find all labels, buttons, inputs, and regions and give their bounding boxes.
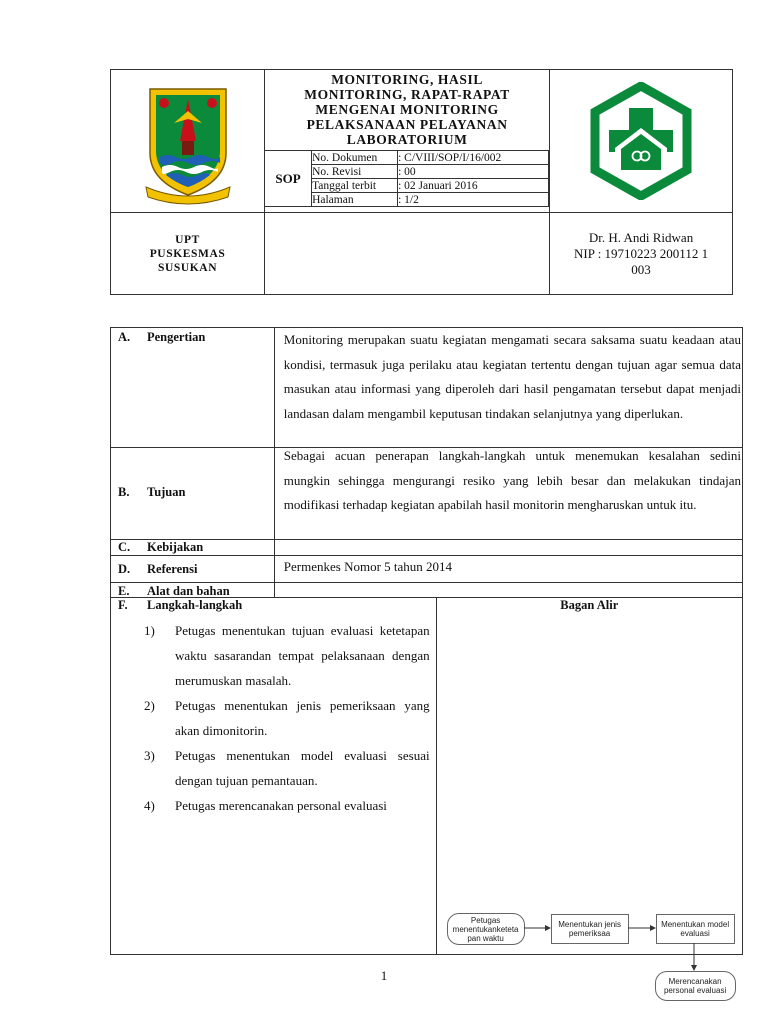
section-c-heading: C. Kebijakan [111, 540, 275, 556]
section-e-heading: E. Alat dan bahan [111, 583, 275, 598]
steps-cell: F. Langkah-langkah 1) Petugas menentukan tujuan evaluasi ketetapan waktu sasarandan tempat pelaksanaan dengan merumuskan masalah. 2) Petugas menentukan jenis pemeriksaan yang akan dimonitorin. 3) Petugas menentukan model evaluasi sesuai dengan tujuan pemantauan. 4) Petugas merencanakan personal evaluasi [111, 598, 437, 955]
section-b-text: Sebagai acuan penerapan langkah-langkah untuk menemukan kesalahan sedini mungkin sehingga mengurangi resiko yang lebih besar dan melakukan tindajan modifikasi terhadap kegiatan apabilah hasil monitorin mengharuskan untuk itu. [274, 448, 742, 540]
flow-arrows [437, 598, 744, 1018]
blank-signature-area [265, 213, 550, 295]
flow-node-4: Merencanakan personal evaluasi [655, 971, 736, 1001]
document-title: MONITORING, HASIL MONITORING, RAPAT-RAPAT MENGENAI MONITORING PELAKSANAAN PELAYANAN LABORATORIUM [304, 72, 510, 147]
list-item: 3) Petugas menentukan model evaluasi sesuai dengan tujuan pemantauan. [144, 748, 430, 788]
list-item: 2) Petugas menentukan jenis pemeriksaan yang akan dimonitorin. [144, 698, 430, 738]
section-d-row [111, 556, 743, 583]
puskesmas-logo-icon [589, 82, 693, 200]
flow-node-2: Menentukan jenis pemeriksaa [551, 914, 629, 944]
list-item: 1) Petugas menentukan tujuan evaluasi ketetapan waktu sasarandan tempat pelaksanaan dengan merumuskan masalah. [144, 623, 430, 688]
flowchart [437, 598, 744, 995]
section-a-text: Monitoring merupakan suatu kegiatan mengamati secara saksama suatu keadaan atau kondisi, termasuk juga perilaku atau kegiatan tertentu dengan tujuan agar semua data masukan atau informasi yang diperoleh dari hasil pengamatan tersebut dapat menjadi landasan dalam mengambil keputusan tindakan selanjutnya yang diperlukan. [274, 328, 742, 448]
central-java-emblem-icon [144, 83, 232, 205]
signatory: Dr. H. Andi Ridwan NIP : 19710223 200112 1 003 [550, 213, 733, 295]
flowchart-cell [436, 598, 742, 995]
list-item: 4) Petugas merencanakan personal evaluasi [144, 798, 387, 813]
flow-node-1: Petugas menentukanketeta pan waktu [447, 913, 525, 945]
section-f-row [111, 598, 743, 955]
steps-list [111, 618, 436, 818]
section-d-heading: D. Referensi [111, 556, 275, 583]
section-a-row [111, 328, 743, 448]
flowchart-title: Bagan Alir [560, 598, 619, 612]
right-logo-cell [550, 70, 733, 213]
sop-label: SOP [265, 151, 312, 207]
page-number: 1 [380, 968, 388, 983]
sop-body-table [110, 327, 743, 995]
section-b-row [111, 448, 743, 540]
section-c-row [111, 540, 743, 556]
unit-name: UPT PUSKESMAS SUSUKAN [111, 213, 265, 295]
section-e-row [111, 583, 743, 598]
section-a-heading: A. Pengertian [111, 328, 275, 448]
flow-node-3: Menentukan model evaluasi [656, 914, 735, 944]
section-b-heading: B. Tujuan [111, 448, 275, 540]
header-table [110, 69, 733, 295]
section-d-text: Permenkes Nomor 5 tahun 2014 [274, 556, 742, 583]
left-logo-cell [111, 70, 265, 213]
document-meta-table: SOP No. Dokumen : C/VIII/SOP/I/16/002 No. Revisi : 00 Tanggal terbit : 02 Januari 2016 Halaman : 1/2 [264, 150, 549, 207]
title-cell [265, 70, 550, 213]
